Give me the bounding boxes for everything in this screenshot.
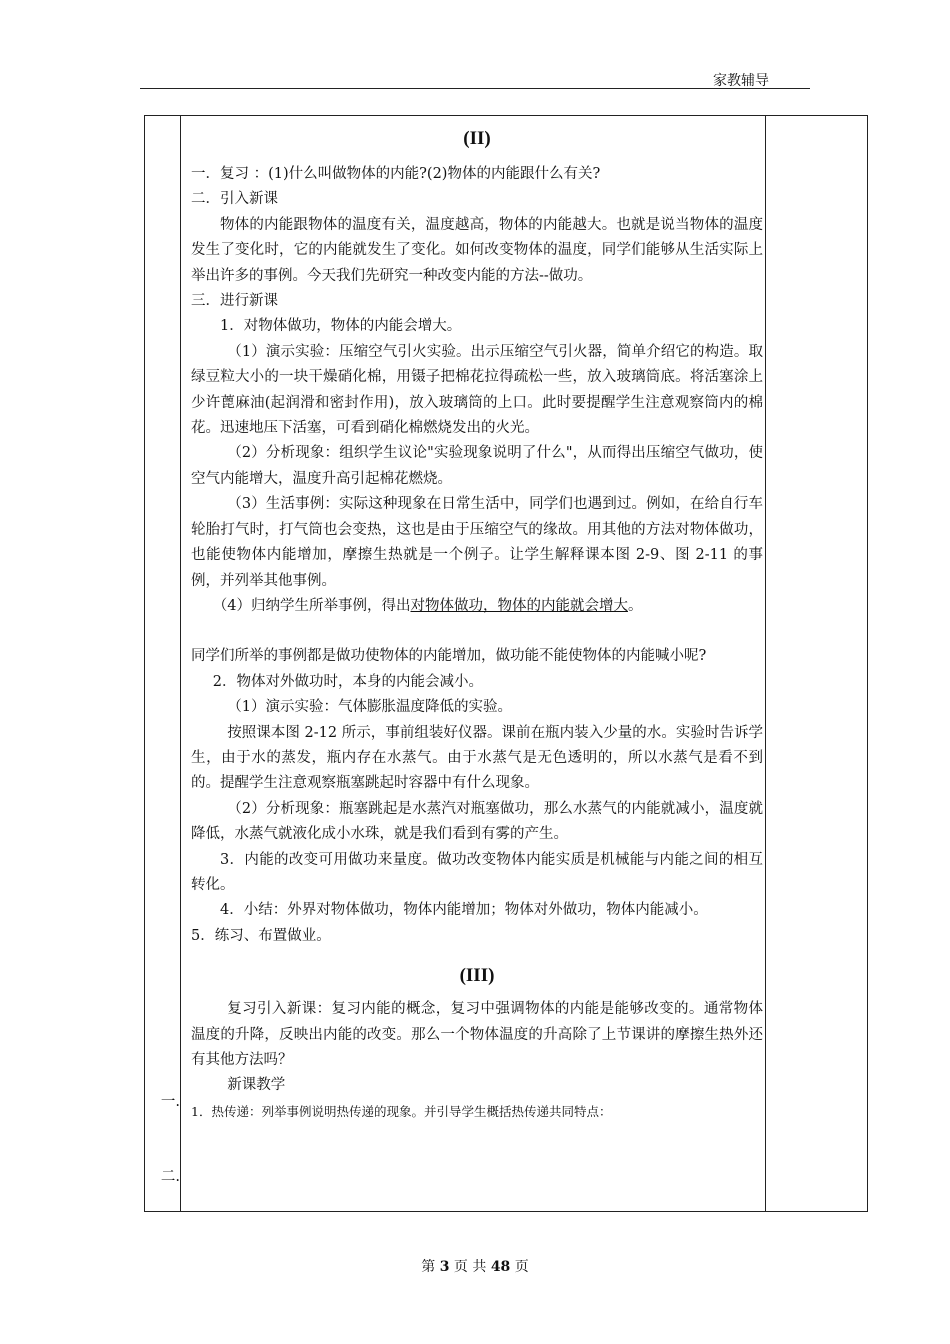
total-pages: 48 <box>490 1259 511 1275</box>
paragraph: （3）生活事例：实际这种现象在日常生活中，同学们也遇到过。例如，在给自行车轮胎打气时，打气筒也会变热，这也是由于压缩空气的缘故。用其他的方法对物体做功，也能使物体内能增加，摩擦生热就是一个例子。让学生解释课本图 2-9、图 2-11 的事例，并列举其他事例。 <box>191 496 763 589</box>
paragraph: 5．练习、布置做业。 <box>191 927 331 944</box>
paragraph: 1．热传递：列举事例说明热传递的现象。并引导学生概括热传递共同特点： <box>191 1103 612 1119</box>
lesson-table <box>144 115 868 1212</box>
section3-marker-2: 二. <box>160 1169 180 1185</box>
header-rule <box>140 88 810 89</box>
paragraph: 二．引入新课 <box>191 191 278 208</box>
page-footer <box>0 1256 950 1276</box>
text: （4）归纳学生所举事例，得出 <box>212 597 411 614</box>
paragraph: 按照课本图 2-12 所示，事前组装好仪器。课前在瓶内装入少量的水。实验时告诉学生，由于水的蒸发，瓶内存在水蒸气。由于水蒸气是无色透明的，所以水蒸气是看不到的。提醒学生注意观察瓶塞跳起时容器中有什么现象。 <box>191 724 763 792</box>
paragraph: 新课教学 <box>227 1077 286 1094</box>
paragraph <box>191 594 763 619</box>
text: 。 <box>627 597 643 614</box>
section3-marker-1: 一. <box>160 1094 180 1110</box>
paragraph: 2．物体对外做功时，本身的内能会减小。 <box>212 673 483 690</box>
paragraph: 4．小结：外界对物体做功，物体内能增加；物体对外做功，物体内能减小。 <box>220 902 708 919</box>
paragraph: 三．进行新课 <box>191 293 278 310</box>
paragraph: 物体的内能跟物体的温度有关，温度越高，物体的内能越大。也就是说当物体的温度发生了变化时，它的内能就发生了变化。如何改变物体的温度，同学们能够从生活实际上举出许多的事例。今天我们先研究一种改变内能的方法--做功。 <box>191 216 763 284</box>
paragraph: 一．复习 ：(1)什么叫做物体的内能?(2)物体的内能跟什么有关? <box>191 166 601 182</box>
column-divider-right <box>765 116 766 1211</box>
paragraph: 同学们所举的事例都是做功使物体的内能增加，做功能不能使物体的内能喊小呢? <box>191 648 707 665</box>
paragraph: （1）演示实验：气体膨胀温度降低的实验。 <box>227 699 512 716</box>
paragraph: 3．内能的改变可用做功来量度。做功改变物体内能实质是机械能与内能之间的相互转化。 <box>191 851 763 893</box>
page-number: 3 <box>439 1259 450 1275</box>
paragraph: 1．对物体做功，物体的内能会增大。 <box>220 318 462 335</box>
section2-heading: (II) <box>463 128 491 149</box>
footer-prefix: 第 <box>421 1259 436 1275</box>
paragraph: （1）演示实验：压缩空气引火实验。出示压缩空气引火器，简单介绍它的构造。取绿豆粒大小的一块干燥硝化棉，用镊子把棉花拉得疏松一些，放入玻璃筒底。将活塞涂上少许蓖麻油(起润滑和密封作用)，放入玻璃筒的上口。此时要提醒学生注意观察筒内的棉花。迅速地压下活塞，可看到硝化棉燃烧发出的火光。 <box>191 343 763 437</box>
underlined-conclusion: 对物体做功，物体的内能就会增大 <box>410 597 628 614</box>
paragraph: （2）分析现象：瓶塞跳起是水蒸汽对瓶塞做功，那么水蒸气的内能就减小，温度就降低，水蒸气就液化成小水珠，就是我们看到有雾的产生。 <box>191 800 763 843</box>
section3-heading: (III) <box>459 965 495 987</box>
header-title: 家教辅导 <box>713 73 769 89</box>
footer-suffix: 页 <box>514 1259 529 1275</box>
paragraph: （2）分析现象：组织学生议论"实验现象说明了什么"，从而得出压缩空气做功，使空气内能增大，温度升高引起棉花燃烧。 <box>191 445 763 487</box>
spacer <box>191 619 763 644</box>
paragraph: 复习引入新课：复习内能的概念，复习中强调物体的内能是能够改变的。通常物体温度的升降，反映出内能的改变。那么一个物体温度的升高除了上节课讲的摩擦生热外还有其他方法吗？ <box>191 1001 763 1068</box>
column-divider-left <box>180 116 181 1211</box>
lesson-content <box>191 116 763 1124</box>
footer-mid: 页 共 <box>453 1259 487 1275</box>
